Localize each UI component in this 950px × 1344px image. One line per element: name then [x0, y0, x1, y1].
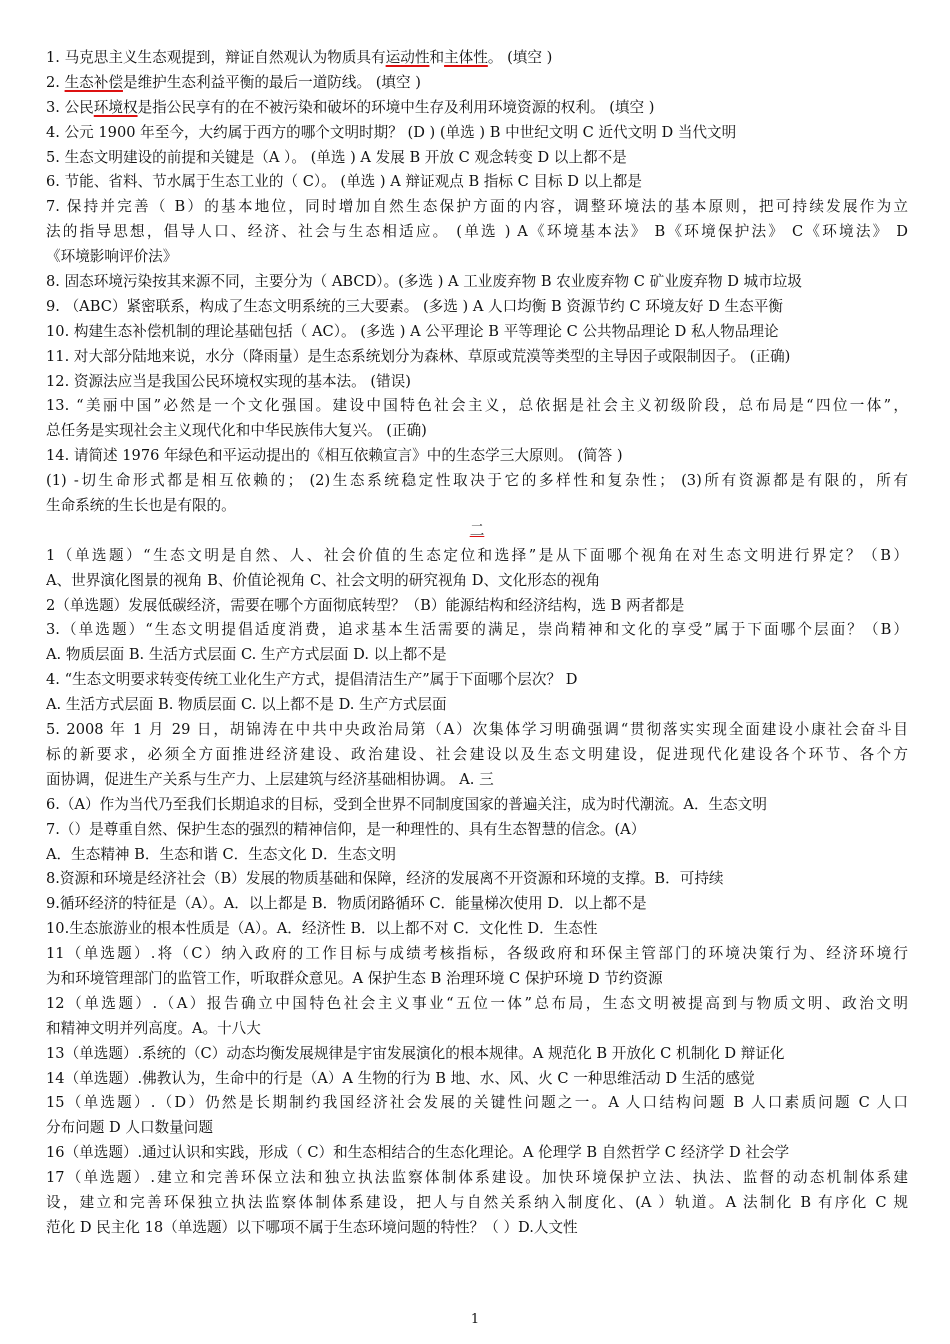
text-line: 2（单选题）发展低碳经济，需要在哪个方面彻底转型？（B）能源结构和经济结构，选 B 两者都是 — [46, 596, 685, 614]
text-line: 12. 资源法应当是我国公民环境权实现的基本法。 (错误) — [46, 372, 411, 390]
text-span: 是维护生态利益平衡的最后一道防线。 (填空 ) — [122, 73, 421, 91]
section-one — [46, 46, 908, 519]
underlined-answer: 环境权 — [93, 98, 138, 116]
section-title: 二 — [469, 521, 485, 539]
text-line: 8.资源和环境是经济社会（B）发展的物质基础和保障，经济的发展离不开资源和环境的支撑。B．可持续 — [46, 870, 724, 888]
section-two — [46, 544, 908, 1241]
text-line: 12（单选题）.（A）报告确立中国特色社会主义事业“五位一体”总布局，生态文明被提高到与物质文明、政治文明 — [46, 994, 908, 1012]
text-line: (1) -切生命形式都是相互依赖的； (2)生态系统稳定性取决于它的多样性和复杂性； (3)所有资源都是有限的，所有 — [46, 472, 908, 490]
text-span: 。 (填空 ) — [487, 49, 553, 66]
text-line: 总任务是实现社会主义现代化和中华民族伟大复兴。 (正确) — [46, 422, 427, 440]
text-line: 11. 对大部分陆地来说，水分（降雨量）是生态系统划分为森林、草原或荒漠等类型的主导因子或限制因子。 (正确) — [46, 347, 791, 365]
text-line — [46, 46, 908, 71]
text-line: 标的新要求，必须全方面推进经济建设、政治建设、社会建设以及生态文明建设，促进现代化建设各个环节、各个方 — [46, 745, 908, 763]
text-line: 9.循环经济的特征是（A）。A．以上都是 B．物质闭路循环 C．能量梯次使用 D．以上都不是 — [46, 895, 647, 913]
underlined-answer: 主体性 — [444, 49, 488, 66]
text-line: 设，建立和完善环保独立执法监察体制体系建设，把人与自然关系纳入制度化、(A ）轨道。A 法制化 B 有序化 C 规 — [46, 1193, 908, 1211]
text-line: 生命系统的生长也是有限的。 — [46, 497, 236, 515]
text-span: 和 — [429, 49, 445, 66]
text-line: 8. 固态环境污染按其来源不同，主要分为（ ABCD）。(多选 ) A 工业废弃物 B 农业废弃物 C 矿业废弃物 D 城市垃圾 — [46, 273, 802, 291]
text-line: 7.（）是尊重自然、保护生态的强烈的精神信仰，是一种理性的、具有生态智慧的信念。(A） — [46, 820, 646, 838]
text-line: 13. “美丽中国”必然是一个文化强国。建设中国特色社会主义，总依据是社会主义初级阶段，总布局是“四位一体”， — [46, 397, 908, 415]
text-line: 11（单选题）.将（C）纳入政府的工作目标与成绩考核指标，各级政府和环保主管部门的环境决策行为、经济环境行 — [46, 945, 908, 963]
text-line: 面协调，促进生产关系与生产力、上层建筑与经济基础相协调。 A. 三 — [46, 770, 494, 788]
text-line: 14（单选题）.佛教认为，生命中的行是（A）A 生物的行为 B 地、水、风、火 C 一种思维活动 D 生活的感觉 — [46, 1069, 755, 1087]
text-line: 13（单选题）.系统的（C）动态均衡发展规律是宇宙发展演化的根本规律。A 规范化 B 开放化 C 机制化 D 辩证化 — [46, 1044, 785, 1062]
text-line: 10. 构建生态补偿机制的理论基础包括（ AC）。 (多选 ) A 公平理论 B 平等理论 C 公共物品理论 D 私人物品理论 — [46, 322, 779, 340]
text-line: 4. 公元 1900 年至今，大约属于西方的哪个文明时期？ (D ) (单选 ) B 中世纪文明 C 近代文明 D 当代文明 — [46, 123, 737, 141]
underlined-answer: 运动性 — [385, 49, 430, 66]
text-line: 5. 2008 年 1 月 29 日，胡锦涛在中共中央政治局第（A）次集体学习明确强调“贯彻落实实现全面建设小康社会奋斗目 — [46, 721, 908, 739]
text-line: 15（单选题）.（D）仍然是长期制约我国经济社会发展的关键性问题之一。A 人口结构问题 B 人口素质问题 C 人口 — [46, 1094, 908, 1112]
text-line: A. 物质层面 B. 生活方式层面 C. 生产方式层面 D. 以上都不是 — [46, 646, 447, 664]
text-line: 9. （ABC）紧密联系，构成了生态文明系统的三大要素。 (多选 ) A 人口均衡 B 资源节约 C 环境友好 D 生态平衡 — [46, 297, 783, 315]
underlined-answer: 生态补偿 — [64, 73, 123, 91]
text-line: 14. 请简述 1976 年绿色和平运动提出的《相互依赖宣言》中的生态学三大原则。 (简答 ) — [46, 447, 623, 465]
text-span: 是指公民享有的在不被污染和破坏的环境中生存及利用环境资源的权利。 (填空 ) — [137, 98, 655, 116]
text-line: 5. 生态文明建设的前提和关键是（A ）。 (单选 ) A 发展 B 开放 C 观念转变 D 以上都不是 — [46, 148, 627, 166]
text-line: A、世界演化图景的视角 B、价值论视角 C、社会文明的研究视角 D、文化形态的视角 — [46, 571, 601, 589]
text-span: 1. 马克思主义生态观提到，辩证自然观认为物质具有 — [46, 49, 386, 66]
text-line: 10.生态旅游业的根本性质是（A）。A．经济性 B．以上都不对 C．文化性 D．生态性 — [46, 920, 598, 938]
text-line: 《环境影响评价法》 — [46, 248, 178, 266]
document-page — [46, 46, 908, 1241]
text-line — [46, 71, 908, 96]
text-line — [46, 96, 908, 121]
text-line: 16（单选题）.通过认识和实践，形成（ C）和生态相结合的生态化理论。A 伦理学 B 自然哲学 C 经济学 D 社会学 — [46, 1144, 790, 1162]
text-line: 4. “生态文明要求转变传统工业化生产方式，提倡清洁生产”属于下面哪个层次？ D — [46, 671, 578, 689]
page-number: 1 — [470, 1312, 480, 1327]
text-line: 6.（A）作为当代乃至我们长期追求的目标，受到全世界不同制度国家的普遍关注，成为时代潮流。A．生态文明 — [46, 795, 767, 813]
text-line: 6. 节能、省料、节水属于生态工业的（ C）。 (单选 ) A 辩证观点 B 指标 C 目标 D 以上都是 — [46, 173, 642, 191]
text-line: 分布问题 D 人口数量问题 — [46, 1119, 213, 1137]
text-line: 1（单选题）“生态文明是自然、人、社会价值的生态定位和选择”是从下面哪个视角在对生态文明进行界定？（B） — [46, 546, 908, 564]
text-line: A．生态精神 B．生态和谐 C．生态文化 D．生态文明 — [46, 845, 396, 863]
text-line: 法的指导思想，倡导人口、经济、社会与生态相适应。 (单选 ) A《环境基本法》 B《环境保护法》 C《环境法》 D — [46, 223, 908, 241]
text-line: 17（单选题）.建立和完善环保立法和独立执法监察体制体系建设。加快环境保护立法、执法、监督的动态机制体系建 — [46, 1169, 908, 1187]
text-line: 7. 保持并完善（ B）的基本地位，同时增加自然生态保护方面的内容，调整环境法的基本原则，把可持续发展作为立 — [46, 198, 908, 216]
text-line: 范化 D 民主化 18（单选题）以下哪项不属于生态环境问题的特性？（ ）D.人文性 — [46, 1218, 578, 1236]
text-line: A. 生活方式层面 B. 物质层面 C. 以上都不是 D. 生产方式层面 — [46, 696, 447, 714]
text-line: 3.（单选题）“生态文明提倡适度消费，追求基本生活需要的满足，崇尚精神和文化的享受”属于下面哪个层面？（B） — [46, 621, 908, 639]
text-line: 为和环境管理部门的监管工作，听取群众意见。A 保护生态 B 治理环境 C 保护环境 D 节约资源 — [46, 969, 663, 987]
text-span: 2. — [46, 73, 65, 91]
text-line: 和精神文明并列高度。A。十八大 — [46, 1019, 261, 1037]
text-span: 3. 公民 — [46, 98, 94, 116]
